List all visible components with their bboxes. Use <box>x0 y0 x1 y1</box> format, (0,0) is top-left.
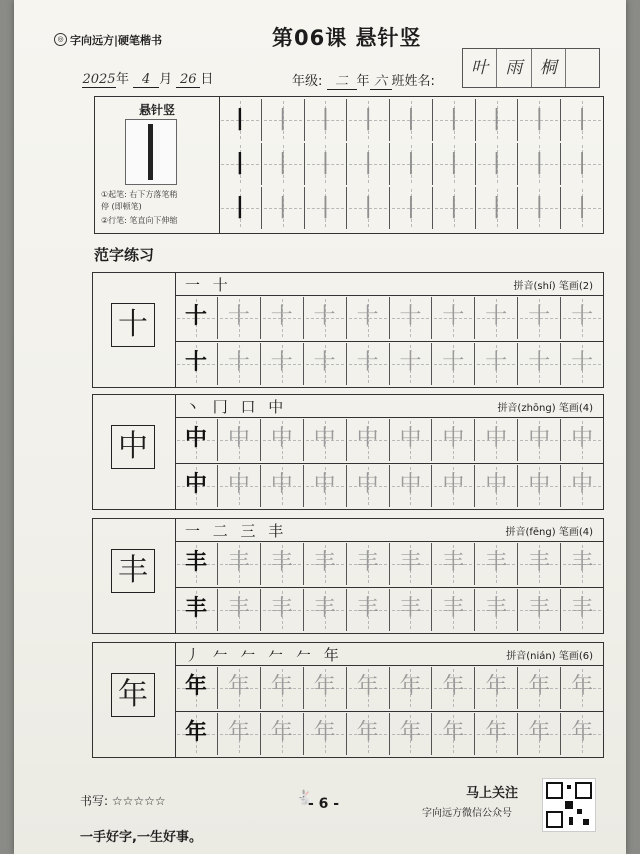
stroke-intro-section <box>94 96 604 234</box>
practice-character: 十 <box>442 350 465 375</box>
example-cell[interactable] <box>175 465 218 507</box>
example-cell[interactable] <box>175 589 218 631</box>
character-meta <box>497 399 593 414</box>
practice-cell[interactable] <box>347 419 390 461</box>
practice-character: 中 <box>399 472 422 497</box>
practice-cell[interactable] <box>475 297 518 339</box>
character-block <box>92 394 604 510</box>
brand-logo-icon: ◎ <box>54 33 67 46</box>
practice-character: 年 <box>227 720 250 745</box>
month-unit: 月 <box>159 72 173 87</box>
stroke-note-1b: 停 (即顿笔) <box>101 202 142 211</box>
example-cell[interactable] <box>175 667 218 709</box>
practice-row <box>175 543 603 585</box>
practice-character: 年 <box>313 720 336 745</box>
practice-character: 中 <box>356 472 379 497</box>
practice-character: 丰 <box>227 550 250 575</box>
practice-character: 十 <box>485 350 508 375</box>
practice-cell[interactable] <box>561 419 603 461</box>
practice-cell[interactable] <box>390 419 433 461</box>
stroke-count-label: 笔画(6) <box>558 651 593 662</box>
qr-code-icon[interactable] <box>542 778 596 832</box>
practice-grid <box>175 541 603 633</box>
practice-cell[interactable] <box>304 589 347 631</box>
practice-character: 丰 <box>313 550 336 575</box>
name-char: 雨 <box>497 49 531 87</box>
practice-cell[interactable] <box>561 589 603 631</box>
practice-cell[interactable] <box>347 667 390 709</box>
practice-grid <box>175 417 603 509</box>
worksheet-page <box>14 0 626 854</box>
stroke-practice-row <box>219 187 603 229</box>
pinyin-label: 拼音(nián) <box>506 651 556 662</box>
follow-subtitle: 字向远方微信公众号 <box>422 808 512 819</box>
stroke-practice-grid <box>219 97 603 233</box>
practice-cell[interactable] <box>261 343 304 385</box>
practice-cell[interactable] <box>518 297 561 339</box>
follow-title: 马上关注 <box>466 786 519 801</box>
practice-cell[interactable] <box>518 589 561 631</box>
practice-character: 中 <box>270 472 293 497</box>
practice-cell[interactable] <box>304 343 347 385</box>
practice-cell[interactable] <box>347 297 390 339</box>
practice-character: 十 <box>399 350 422 375</box>
practice-cell[interactable] <box>390 297 433 339</box>
practice-cell[interactable] <box>561 713 603 755</box>
model-character: 十 <box>111 303 155 347</box>
practice-cell[interactable] <box>561 343 603 385</box>
model-character-panel <box>93 519 176 633</box>
class-name-label: 班姓名: <box>391 74 435 89</box>
practice-cell[interactable] <box>390 465 433 507</box>
practice-character: 年 <box>485 674 508 699</box>
practice-character: 丰 <box>485 596 508 621</box>
practice-character: 中 <box>227 426 250 451</box>
name-char <box>566 49 599 87</box>
practice-cell[interactable] <box>432 297 475 339</box>
stroke-practice-cell[interactable]: | <box>390 99 433 141</box>
practice-cell[interactable] <box>561 543 603 585</box>
practice-character: 中 <box>528 426 551 451</box>
stroke-practice-cell[interactable]: | <box>305 187 348 229</box>
model-character-panel <box>93 395 176 509</box>
practice-row <box>175 343 603 385</box>
practice-cell[interactable] <box>432 667 475 709</box>
practice-character: 年 <box>270 720 293 745</box>
stroke-practice-cell[interactable]: | <box>518 99 561 141</box>
lesson-title: 第06课 悬针竖 <box>272 26 422 50</box>
stroke-practice-cell[interactable]: | <box>476 187 519 229</box>
practice-cell[interactable] <box>218 343 261 385</box>
stroke-count-label: 笔画(2) <box>558 281 593 292</box>
practice-cell[interactable] <box>218 543 261 585</box>
practice-character: 十 <box>571 304 594 329</box>
stroke-practice-cell[interactable]: | <box>305 99 348 141</box>
writing-label: 书写: <box>80 794 109 808</box>
practice-character: 中 <box>485 472 508 497</box>
section-title: 范字练习 <box>94 246 155 264</box>
stroke-practice-cell[interactable]: | <box>347 187 390 229</box>
practice-cell[interactable] <box>475 343 518 385</box>
practice-character: 年 <box>399 674 422 699</box>
stroke-practice-cell[interactable]: | <box>219 187 262 229</box>
practice-cell[interactable] <box>347 343 390 385</box>
class-value: 六 <box>370 70 392 90</box>
practice-character: 十 <box>270 304 293 329</box>
practice-cell[interactable] <box>475 543 518 585</box>
practice-character: 年 <box>399 720 422 745</box>
practice-cell[interactable] <box>261 589 304 631</box>
practice-cell[interactable] <box>347 543 390 585</box>
practice-character: 中 <box>442 472 465 497</box>
practice-character: 丰 <box>399 596 422 621</box>
practice-cell[interactable] <box>261 667 304 709</box>
practice-character: 丰 <box>442 596 465 621</box>
character-meta <box>505 523 593 538</box>
example-cell[interactable] <box>175 419 218 461</box>
stroke-note-2: ②行笔: 笔直向下伸缩 <box>101 216 178 225</box>
practice-cell[interactable] <box>347 589 390 631</box>
practice-row <box>175 465 603 507</box>
practice-character: 十 <box>485 304 508 329</box>
practice-cell[interactable] <box>304 465 347 507</box>
stroke-card <box>95 97 220 233</box>
practice-cell[interactable] <box>304 713 347 755</box>
practice-cell[interactable] <box>304 419 347 461</box>
writing-rating <box>80 792 166 809</box>
practice-character: 十 <box>528 304 551 329</box>
example-cell[interactable] <box>175 713 218 755</box>
practice-cell[interactable] <box>347 465 390 507</box>
model-character: 年 <box>111 673 155 717</box>
practice-cell[interactable] <box>475 589 518 631</box>
practice-cell[interactable] <box>518 343 561 385</box>
practice-cell[interactable] <box>432 713 475 755</box>
motto: 一手好字,一生好事。 <box>80 830 202 845</box>
example-cell[interactable] <box>175 343 218 385</box>
practice-character: 十 <box>356 304 379 329</box>
practice-character: 丰 <box>270 596 293 621</box>
practice-cell[interactable] <box>304 297 347 339</box>
stroke-practice-cell[interactable]: | <box>305 143 348 185</box>
stroke-practice-cell[interactable]: | <box>561 99 603 141</box>
practice-character: 丰 <box>184 596 207 621</box>
date-month: 4 <box>133 72 159 88</box>
pinyin-label: 拼音(zhōng) <box>497 403 556 414</box>
practice-character: 十 <box>313 304 336 329</box>
pinyin-label: 拼音(shí) <box>513 281 556 292</box>
practice-character: 中 <box>399 426 422 451</box>
practice-character: 年 <box>442 720 465 745</box>
date-line <box>82 68 213 88</box>
practice-character: 十 <box>528 350 551 375</box>
stroke-practice-cell[interactable]: | <box>219 99 262 141</box>
character-block <box>92 272 604 388</box>
character-header <box>175 643 603 666</box>
stroke-practice-cell[interactable]: | <box>476 99 519 141</box>
stroke-practice-cell[interactable]: | <box>390 187 433 229</box>
stroke-count-label: 笔画(4) <box>558 403 593 414</box>
practice-character: 十 <box>442 304 465 329</box>
practice-character: 丰 <box>571 550 594 575</box>
practice-character: 丰 <box>270 550 293 575</box>
model-character-panel <box>93 273 176 387</box>
practice-character: 中 <box>571 472 594 497</box>
practice-character: 年 <box>184 674 207 699</box>
practice-cell[interactable] <box>518 667 561 709</box>
name-char: 叶 <box>463 49 497 87</box>
stroke-practice-cell[interactable]: | <box>390 143 433 185</box>
pinyin-label: 拼音(fēng) <box>505 527 556 538</box>
practice-character: 年 <box>571 674 594 699</box>
practice-character: 年 <box>356 674 379 699</box>
practice-character: 中 <box>184 472 207 497</box>
name-char: 桐 <box>532 49 566 87</box>
practice-cell[interactable] <box>304 667 347 709</box>
practice-cell[interactable] <box>475 667 518 709</box>
practice-grid <box>175 295 603 387</box>
practice-cell[interactable] <box>518 419 561 461</box>
practice-cell[interactable] <box>561 667 603 709</box>
stroke-order: 一 二 三 丰 <box>185 522 288 540</box>
practice-character: 年 <box>184 720 207 745</box>
practice-character: 丰 <box>184 550 207 575</box>
model-character: 中 <box>111 425 155 469</box>
practice-cell[interactable] <box>432 543 475 585</box>
practice-character: 十 <box>184 304 207 329</box>
practice-character: 中 <box>270 426 293 451</box>
stroke-practice-cell[interactable]: | <box>518 187 561 229</box>
practice-character: 丰 <box>356 550 379 575</box>
practice-cell[interactable] <box>261 543 304 585</box>
practice-character: 中 <box>485 426 508 451</box>
practice-character: 年 <box>528 720 551 745</box>
practice-cell[interactable] <box>218 465 261 507</box>
practice-cell[interactable] <box>261 465 304 507</box>
practice-character: 丰 <box>227 596 250 621</box>
character-block <box>92 518 604 634</box>
practice-character: 中 <box>356 426 379 451</box>
practice-cell[interactable] <box>475 713 518 755</box>
page-number: - 6 - <box>308 796 340 812</box>
practice-character: 年 <box>442 674 465 699</box>
stroke-practice-row <box>219 99 603 141</box>
practice-character: 中 <box>184 426 207 451</box>
stroke-title: 悬针竖 <box>138 103 175 117</box>
stroke-practice-cell[interactable]: | <box>561 187 603 229</box>
character-block <box>92 642 604 758</box>
practice-character: 中 <box>313 426 336 451</box>
year-unit: 年 <box>116 72 130 87</box>
name-box <box>462 48 600 88</box>
stroke-count-label: 笔画(4) <box>558 527 593 538</box>
practice-cell[interactable] <box>218 589 261 631</box>
practice-cell[interactable] <box>218 419 261 461</box>
practice-character: 丰 <box>528 550 551 575</box>
stroke-practice-cell[interactable]: | <box>561 143 603 185</box>
practice-character: 年 <box>528 674 551 699</box>
practice-character: 十 <box>227 350 250 375</box>
practice-row <box>175 589 603 631</box>
practice-character: 年 <box>485 720 508 745</box>
practice-character: 十 <box>399 304 422 329</box>
practice-character: 丰 <box>571 596 594 621</box>
practice-character: 年 <box>270 674 293 699</box>
grade-label: 年级: <box>292 74 323 89</box>
practice-cell[interactable] <box>304 543 347 585</box>
brand-name: 字向远方|硬笔楷书 <box>70 34 163 47</box>
practice-cell[interactable] <box>218 713 261 755</box>
date-day: 26 <box>176 72 200 88</box>
grade-unit: 年 <box>356 74 370 89</box>
practice-character: 丰 <box>356 596 379 621</box>
day-unit: 日 <box>200 72 214 87</box>
practice-character: 丰 <box>528 596 551 621</box>
practice-cell[interactable] <box>475 419 518 461</box>
practice-cell[interactable] <box>518 543 561 585</box>
character-meta <box>506 647 593 662</box>
practice-character: 丰 <box>442 550 465 575</box>
practice-cell[interactable] <box>261 419 304 461</box>
stroke-practice-cell[interactable]: | <box>433 143 476 185</box>
practice-cell[interactable] <box>218 297 261 339</box>
practice-character: 中 <box>528 472 551 497</box>
practice-row <box>175 419 603 461</box>
character-header <box>175 519 603 542</box>
practice-character: 十 <box>356 350 379 375</box>
practice-character: 中 <box>313 472 336 497</box>
stroke-practice-cell[interactable]: | <box>262 143 305 185</box>
grade-line <box>292 70 435 90</box>
model-character-panel <box>93 643 176 757</box>
stroke-order: 一 十 <box>185 276 232 294</box>
practice-cell[interactable] <box>261 713 304 755</box>
practice-character: 年 <box>356 720 379 745</box>
stroke-practice-cell[interactable]: | <box>262 99 305 141</box>
stroke-note-1: ①起笔: 右下方落笔稍 <box>101 190 178 199</box>
practice-cell[interactable] <box>347 713 390 755</box>
practice-character: 十 <box>184 350 207 375</box>
stroke-practice-row <box>219 143 603 185</box>
character-header <box>175 273 603 296</box>
practice-character: 丰 <box>313 596 336 621</box>
practice-cell[interactable] <box>390 667 433 709</box>
practice-cell[interactable] <box>432 589 475 631</box>
practice-cell[interactable] <box>390 543 433 585</box>
model-character: 丰 <box>111 549 155 593</box>
practice-cell[interactable] <box>432 465 475 507</box>
stroke-order: 丶 冂 口 中 <box>185 398 288 416</box>
practice-character: 十 <box>270 350 293 375</box>
practice-character: 年 <box>313 674 336 699</box>
example-cell[interactable] <box>175 297 218 339</box>
stroke-practice-cell[interactable]: | <box>518 143 561 185</box>
practice-cell[interactable] <box>390 589 433 631</box>
stroke-practice-cell[interactable]: | <box>433 187 476 229</box>
practice-character: 年 <box>227 674 250 699</box>
practice-character: 十 <box>313 350 336 375</box>
practice-row <box>175 713 603 755</box>
practice-character: 丰 <box>485 550 508 575</box>
practice-character: 中 <box>227 472 250 497</box>
practice-cell[interactable] <box>518 465 561 507</box>
practice-character: 中 <box>442 426 465 451</box>
stroke-practice-cell[interactable]: | <box>347 99 390 141</box>
character-header <box>175 395 603 418</box>
practice-character: 中 <box>571 426 594 451</box>
example-cell[interactable] <box>175 543 218 585</box>
practice-cell[interactable] <box>261 297 304 339</box>
stroke-practice-cell[interactable]: | <box>476 143 519 185</box>
practice-cell[interactable] <box>561 297 603 339</box>
practice-grid <box>175 665 603 757</box>
practice-cell[interactable] <box>475 465 518 507</box>
date-year: 2025 <box>82 72 116 87</box>
practice-cell[interactable] <box>218 667 261 709</box>
practice-row <box>175 667 603 709</box>
practice-cell[interactable] <box>518 713 561 755</box>
practice-character: 十 <box>227 304 250 329</box>
grade-value: 二 <box>327 70 357 90</box>
rating-stars[interactable]: ☆☆☆☆☆ <box>111 794 166 808</box>
practice-cell[interactable] <box>390 713 433 755</box>
practice-character: 年 <box>571 720 594 745</box>
stroke-practice-cell[interactable]: | <box>262 187 305 229</box>
stroke-practice-cell[interactable]: | <box>433 99 476 141</box>
stroke-order: 丿 𠂉 𠂉 𠂉 𠂉 年 <box>185 646 343 664</box>
practice-cell[interactable] <box>432 419 475 461</box>
practice-cell[interactable] <box>390 343 433 385</box>
rabbit-icon: 🐇 <box>296 790 314 806</box>
practice-row <box>175 297 603 339</box>
practice-cell[interactable] <box>432 343 475 385</box>
practice-character: 丰 <box>399 550 422 575</box>
stroke-practice-cell[interactable]: | <box>347 143 390 185</box>
stroke-demo-illustration <box>125 119 177 185</box>
character-meta <box>514 277 594 292</box>
practice-cell[interactable] <box>561 465 603 507</box>
stroke-practice-cell[interactable]: | <box>219 143 262 185</box>
practice-character: 十 <box>571 350 594 375</box>
